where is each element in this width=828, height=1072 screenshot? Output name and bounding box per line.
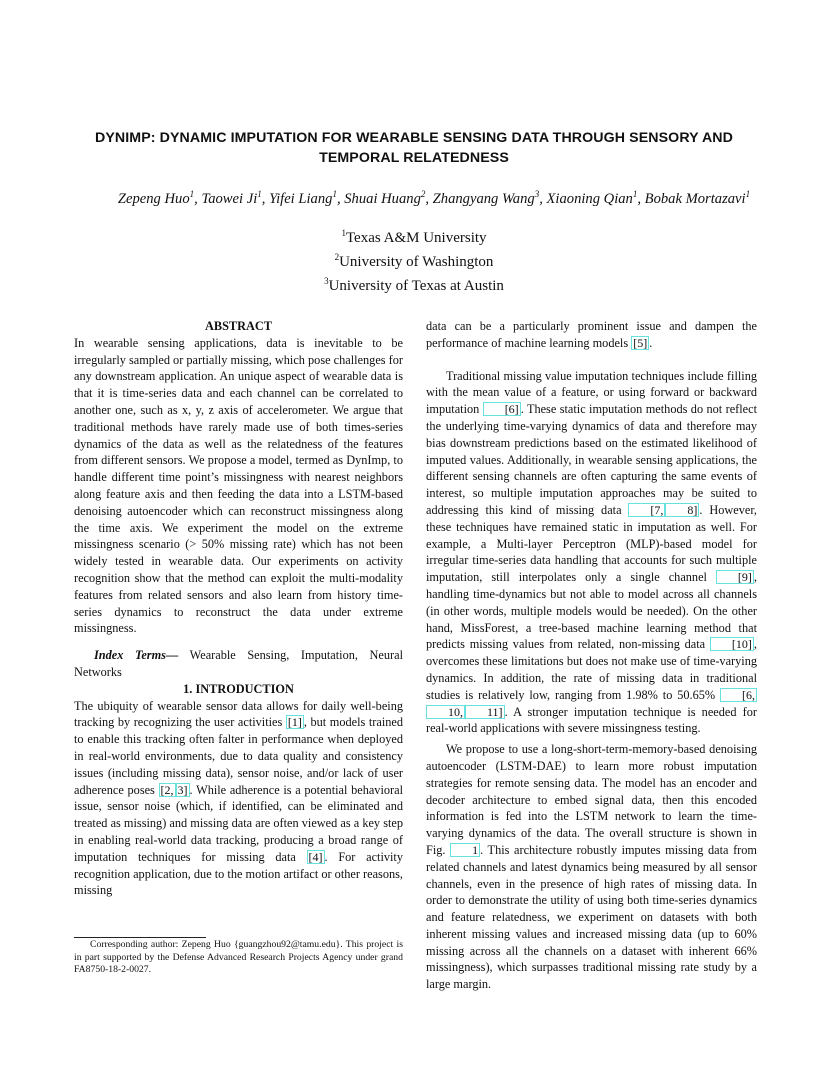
- citation-link[interactable]: 3]: [177, 782, 188, 797]
- figure-link[interactable]: 1: [450, 843, 480, 857]
- citation-link[interactable]: [7,: [628, 503, 665, 517]
- citation-link[interactable]: [10]: [710, 637, 754, 651]
- abstract-heading: ABSTRACT: [205, 319, 272, 333]
- affiliations: [200, 224, 628, 296]
- arxiv-stamp: [18, 288, 42, 776]
- affiliation: $^3$University of Texas at Austin: [324, 276, 504, 294]
- math-expression: > 50%: [189, 537, 225, 552]
- footnote: [74, 939, 403, 977]
- citation-link[interactable]: 11]: [465, 705, 505, 719]
- index-terms: Index Terms— Wearable Sensing, Imputation, Neural Networks: [74, 648, 403, 679]
- author-list: Zepeng Huo$^1$, Taowei Ji$^1$, Yifei Liang$^1$, Shuai Huang$^2$, Zhangyang Wang$^3$, Xiaoning Qian$^1$, Bobak Mortazavi$^1$: [117, 189, 751, 207]
- intro-paragraph-2: Traditional missing value imputation techniques include filling with the mean value of a feature, or using forward or backward imputation [6] . These static imputation methods do not reflect the underlying time-varying dynamics of data and therefore may bias downstream predictions based on the estimated likelihood of imputed values. Additionally, in wearable sensing applications, the different sensing channels are often capturing the same events of interest, so multiple imputation approaches may be suited to addressing this kind of missing data [7, 8] . However, these techniques have remained static in imputation as well. For example, a Multi-layer Perceptron (MLP)-based model for irregular time-series data handling that accounts for such multiple imputation, still interpolates only a single channel [9] , handling time-dynamics but not able to model across all channels (in other words, multiple models would be needed). On the other hand, MissForest, a tree-based machine learning method that predicts missing values from related, non-missing data [10] , overcomes these limitations but does not make use of time-varying dynamics. In addition, the rate of missing data in traditional studies is relatively low, ranging from 1.98% to 50.65% [6,10, 11] . A stronger imputation technique is needed for real-world applications with severe missingness testing.: [426, 368, 758, 736]
- author: Zepeng Huo$^1$: [117, 189, 195, 207]
- intro-paragraph-3: We propose to use a long-short-term-memory-based denoising autoencoder (LSTM-DAE) to learn more robust imputation strategies for remote sensing data. The model has an encoder and decoder architecture to embed signal data, then this encoded information is fed into the LSTM network to learn the time-varying dynamics of the data. The overall structure is shown in Fig. 1 . This architecture robustly imputes missing data from related channels and latest dynamics being measured by all sensor channels, even in the presence of high rates of missing data. In order to demonstrate the utility of using both time-series dynamics and feature relatedness, we experiment on datasets with both inherent missing values and increased missing data (up to 60% missing across all the channels on a dataset with inherent 66% missingness), which surpasses traditional missing rate study by a large margin.: [426, 742, 757, 992]
- citation-link[interactable]: 10,: [426, 705, 465, 719]
- intro-paragraph-1-continued: data can be a particularly prominent issue and dampen the performance of machine learning models [5] .: [426, 319, 757, 350]
- author: Yifei Liang$^1$: [269, 189, 337, 207]
- author: Taowei Ji$^1$: [201, 189, 262, 207]
- author: Bobak Mortazavi$^1$: [644, 189, 751, 207]
- author: Xiaoning Qian$^1$: [546, 189, 638, 207]
- citation-link[interactable]: [2,: [160, 782, 174, 797]
- citation-link[interactable]: [6]: [483, 402, 521, 416]
- abstract-text: In wearable sensing applications, data is inevitable to be irregularly sampled or partially missing, which pose challenges for any downstream application. An unique aspect of wearable data is that it is time-series data and each channel can be correlated to another one, such as x, y, z axis of accelerometer. We argue that traditional methods have rarely made use of both times-series dynamics of the data as well as the relatedness of the features from different sensors. We propose a model, termed as DynImp, to handle different time point’s missingness with nearest neighbors along feature axis and then feeding the data into a LSTM-based denoising autoencoder which can reconstruct missingness along the time axis. We experiment the model on the extreme missingness scenario (> 50% missing rate) which has not been widely tested in wearable data. Our experiments on activity recognition show that the method can exploit the multi-modality features from related sensors and also learn from history time-series dynamics to reconstruct the data under extreme missingness.: [74, 335, 403, 636]
- right-column: [426, 318, 757, 993]
- citation-link[interactable]: [4]: [308, 849, 323, 864]
- author: Shuai Huang$^2$: [344, 189, 426, 207]
- left-column: [74, 318, 403, 899]
- index-terms-label: Index Terms—: [94, 648, 179, 663]
- citation-link[interactable]: [5]: [633, 335, 648, 350]
- citation-link[interactable]: [6,: [720, 688, 757, 702]
- citation-link[interactable]: [9]: [716, 570, 754, 584]
- author: Zhangyang Wang$^3$: [432, 189, 540, 207]
- intro-heading: 1. INTRODUCTION: [183, 681, 294, 696]
- affiliation: $^1$Texas A&M University: [341, 228, 487, 246]
- affiliation: $^2$University of Washington: [334, 252, 494, 270]
- citation-link[interactable]: [1]: [287, 715, 302, 730]
- intro-paragraph-1: The ubiquity of wearable sensor data allows for daily well-being tracking by recognizing the user activities [1] , but models trained to enable this tracking often falter in performance when deployed in real-world environments, due to data quality and consistency issues (including missing data), sensor noise, and/or lack of user adherence poses [2, 3] . While adherence is a potential behavioral issue, sensor noise (which, if identified, can be eliminated and treated as missing) and missing data are often viewed as a key step in enabling real-world data tracking, producing a broad range of imputation techniques for missing data [4] . For activity recognition application, due to the motion artifact or other reasons, missing: [74, 698, 403, 898]
- footnote-rule: [74, 937, 206, 938]
- citation-link[interactable]: 8]: [665, 503, 699, 517]
- paper-title: DYNIMP: DYNAMIC IMPUTATION FOR WEARABLE SENSING DATA THROUGH SENSORY AND TEMPORAL RELATEDNESS: [94, 130, 733, 166]
- footnote-text: Corresponding author: Zepeng Huo {guangzhou92@tamu.edu}. This project is in part supported by the Defense Advanced Research Projects Agency under grand FA8750-18-2-0027.: [74, 939, 403, 975]
